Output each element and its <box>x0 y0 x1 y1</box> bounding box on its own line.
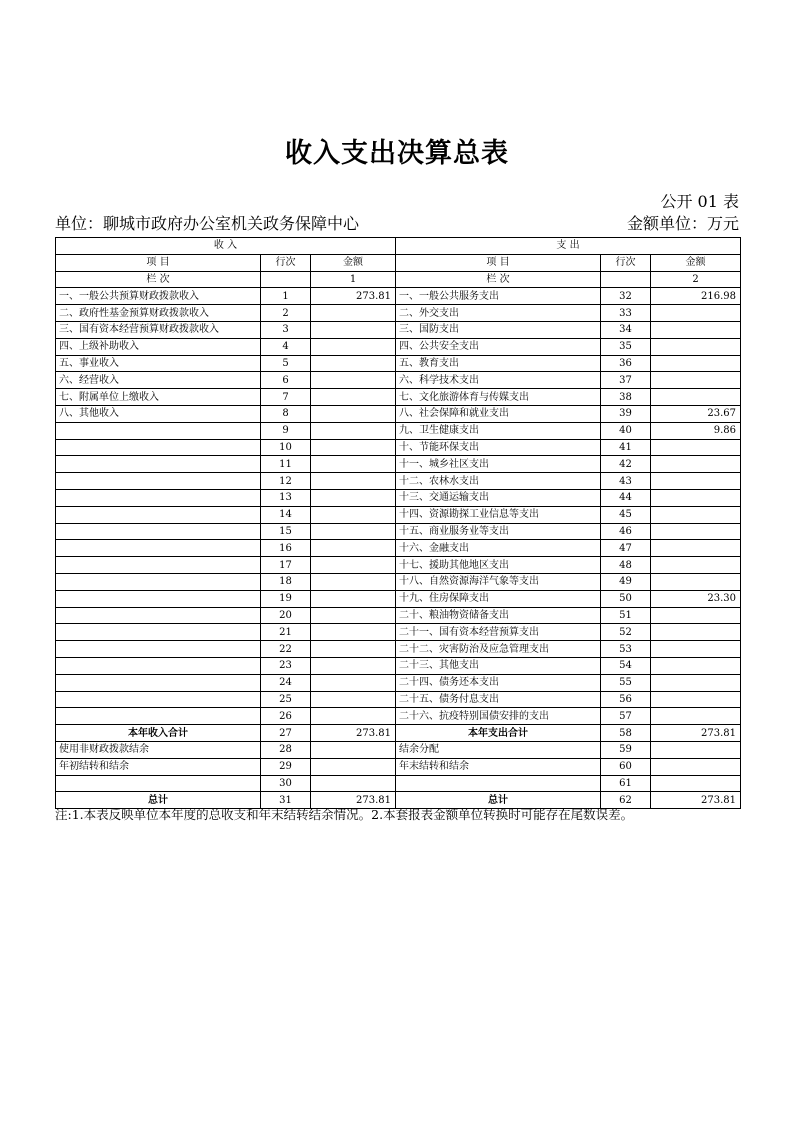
table-row <box>56 422 741 439</box>
income-item-cell <box>56 473 261 490</box>
income-amount-cell <box>311 557 396 574</box>
income-amount-cell <box>311 573 396 590</box>
expense-line-cell: 56 <box>601 691 651 708</box>
income-line-cell: 13 <box>261 489 311 506</box>
income-item-cell: 六、经营收入 <box>56 372 261 389</box>
expense-line-cell: 47 <box>601 540 651 557</box>
income-item-cell: 三、国有资本经营预算财政拨款收入 <box>56 321 261 338</box>
income-amount-cell <box>311 473 396 490</box>
expense-item-cell: 一、一般公共服务支出 <box>396 288 601 305</box>
income-item-cell <box>56 691 261 708</box>
income-line-cell: 2 <box>261 305 311 322</box>
income-amount-cell <box>311 708 396 725</box>
table-row <box>56 389 741 406</box>
expense-item-cell: 五、教育支出 <box>396 355 601 372</box>
table-row <box>56 338 741 355</box>
form-code: 公开 01 表 <box>660 192 739 211</box>
expense-item-cell: 六、科学技术支出 <box>396 372 601 389</box>
empty-cell <box>261 271 311 288</box>
income-line-cell: 12 <box>261 473 311 490</box>
expense-line-header: 行次 <box>601 254 651 271</box>
income-item-cell: 八、其他收入 <box>56 405 261 422</box>
table-row <box>56 741 741 758</box>
income-amount-cell <box>311 691 396 708</box>
income-line-cell: 7 <box>261 389 311 406</box>
expense-item-cell: 八、社会保障和就业支出 <box>396 405 601 422</box>
table-row <box>56 573 741 590</box>
income-line-cell: 18 <box>261 573 311 590</box>
table-row <box>56 557 741 574</box>
expense-item-cell <box>396 775 601 792</box>
income-line-cell: 1 <box>261 288 311 305</box>
income-item-cell: 本年收入合计 <box>56 725 261 742</box>
expense-item-cell: 本年支出合计 <box>396 725 601 742</box>
page-title: 收入支出决算总表 <box>285 138 509 169</box>
expense-line-cell: 39 <box>601 405 651 422</box>
income-item-cell: 二、政府性基金预算财政拨款收入 <box>56 305 261 322</box>
expense-item-cell: 十九、住房保障支出 <box>396 590 601 607</box>
income-item-cell <box>56 506 261 523</box>
expense-item-cell: 二十六、抗疫特别国债安排的支出 <box>396 708 601 725</box>
income-amount-cell <box>311 523 396 540</box>
expense-line-cell: 49 <box>601 573 651 590</box>
expense-line-cell: 50 <box>601 590 651 607</box>
income-line-cell: 24 <box>261 674 311 691</box>
expense-amount-cell <box>651 775 741 792</box>
expense-item-cell: 二、外交支出 <box>396 305 601 322</box>
expense-item-cell: 二十四、债务还本支出 <box>396 674 601 691</box>
income-line-cell: 17 <box>261 557 311 574</box>
expense-amount-cell <box>651 523 741 540</box>
table-row <box>56 355 741 372</box>
expense-line-cell: 55 <box>601 674 651 691</box>
expense-amount-cell <box>651 741 741 758</box>
income-line-cell: 28 <box>261 741 311 758</box>
expense-amount-cell <box>651 389 741 406</box>
income-amount-cell <box>311 372 396 389</box>
expense-line-cell: 54 <box>601 657 651 674</box>
income-line-cell: 9 <box>261 422 311 439</box>
expense-amount-cell <box>651 557 741 574</box>
expense-amount-cell <box>651 674 741 691</box>
expense-item-cell: 十三、交通运输支出 <box>396 489 601 506</box>
income-amount-cell <box>311 624 396 641</box>
expense-line-cell: 38 <box>601 389 651 406</box>
income-line-cell: 29 <box>261 758 311 775</box>
expense-line-cell: 33 <box>601 305 651 322</box>
income-amount-header: 金额 <box>311 254 396 271</box>
expense-amount-cell <box>651 641 741 658</box>
expense-amount-cell: 23.67 <box>651 405 741 422</box>
table-row <box>56 489 741 506</box>
income-amount-cell <box>311 607 396 624</box>
income-line-cell: 8 <box>261 405 311 422</box>
income-line-cell: 4 <box>261 338 311 355</box>
subtotal-row <box>56 725 741 742</box>
income-amount-cell: 273.81 <box>311 792 396 809</box>
income-line-cell: 19 <box>261 590 311 607</box>
expense-amount-cell <box>651 473 741 490</box>
empty-cell <box>601 271 651 288</box>
table-row <box>56 540 741 557</box>
income-item-cell: 总计 <box>56 792 261 809</box>
expense-line-cell: 46 <box>601 523 651 540</box>
income-item-cell <box>56 674 261 691</box>
income-amount-cell <box>311 389 396 406</box>
income-item-cell <box>56 775 261 792</box>
table-row <box>56 758 741 775</box>
expense-item-cell: 十五、商业服务业等支出 <box>396 523 601 540</box>
expense-item-cell: 结余分配 <box>396 741 601 758</box>
table-row <box>56 657 741 674</box>
table-row <box>56 506 741 523</box>
income-line-cell: 3 <box>261 321 311 338</box>
income-item-cell <box>56 708 261 725</box>
expense-line-cell: 62 <box>601 792 651 809</box>
income-amount-cell <box>311 775 396 792</box>
income-line-cell: 22 <box>261 641 311 658</box>
income-line-cell: 16 <box>261 540 311 557</box>
income-item-cell <box>56 557 261 574</box>
income-amount-cell <box>311 741 396 758</box>
section-header-row <box>56 238 741 255</box>
income-amount-cell <box>311 422 396 439</box>
income-column-number: 1 <box>311 271 396 288</box>
income-item-cell <box>56 657 261 674</box>
table-row <box>56 305 741 322</box>
income-item-cell <box>56 573 261 590</box>
income-amount-cell <box>311 674 396 691</box>
expense-line-cell: 53 <box>601 641 651 658</box>
income-line-cell: 6 <box>261 372 311 389</box>
income-amount-cell: 273.81 <box>311 725 396 742</box>
income-line-cell: 14 <box>261 506 311 523</box>
expense-section-header: 支 出 <box>396 238 741 255</box>
income-lanci-label: 栏 次 <box>56 271 261 288</box>
expense-item-cell: 九、卫生健康支出 <box>396 422 601 439</box>
expense-item-cell: 十、节能环保支出 <box>396 439 601 456</box>
expense-item-cell: 总计 <box>396 792 601 809</box>
expense-line-cell: 36 <box>601 355 651 372</box>
report-table <box>55 237 741 809</box>
income-line-cell: 26 <box>261 708 311 725</box>
expense-amount-cell <box>651 489 741 506</box>
amount-unit-label: 金额单位：万元 <box>626 214 739 233</box>
expense-amount-cell <box>651 372 741 389</box>
expense-amount-cell: 23.30 <box>651 590 741 607</box>
income-item-cell <box>56 624 261 641</box>
expense-item-cell: 十四、资源勘探工业信息等支出 <box>396 506 601 523</box>
table-row <box>56 590 741 607</box>
expense-line-cell: 59 <box>601 741 651 758</box>
income-amount-cell <box>311 338 396 355</box>
table-row <box>56 641 741 658</box>
expense-line-cell: 44 <box>601 489 651 506</box>
income-amount-cell <box>311 540 396 557</box>
table-row <box>56 624 741 641</box>
expense-line-cell: 42 <box>601 456 651 473</box>
income-item-cell: 一、一般公共预算财政拨款收入 <box>56 288 261 305</box>
expense-item-cell: 十八、自然资源海洋气象等支出 <box>396 573 601 590</box>
expense-line-cell: 60 <box>601 758 651 775</box>
income-line-cell: 21 <box>261 624 311 641</box>
income-amount-cell <box>311 355 396 372</box>
income-line-cell: 20 <box>261 607 311 624</box>
expense-line-cell: 48 <box>601 557 651 574</box>
income-amount-cell <box>311 657 396 674</box>
income-amount-cell <box>311 439 396 456</box>
expense-item-cell: 十一、城乡社区支出 <box>396 456 601 473</box>
income-line-cell: 25 <box>261 691 311 708</box>
footnote: 注:1.本表反映单位本年度的总收支和年末结转结余情况。2.本套报表金额单位转换时可能存在尾数误差。 <box>55 807 634 822</box>
income-item-cell: 四、上级补助收入 <box>56 338 261 355</box>
expense-amount-cell: 273.81 <box>651 792 741 809</box>
income-line-cell: 15 <box>261 523 311 540</box>
income-item-cell <box>56 439 261 456</box>
table-row <box>56 708 741 725</box>
table-row <box>56 439 741 456</box>
income-amount-cell <box>311 456 396 473</box>
expense-line-cell: 58 <box>601 725 651 742</box>
expense-line-cell: 45 <box>601 506 651 523</box>
income-item-cell <box>56 590 261 607</box>
table-row <box>56 372 741 389</box>
table-row <box>56 674 741 691</box>
income-amount-cell <box>311 590 396 607</box>
expense-amount-cell <box>651 506 741 523</box>
expense-line-cell: 43 <box>601 473 651 490</box>
expense-lanci-label: 栏 次 <box>396 271 601 288</box>
table-row <box>56 775 741 792</box>
income-amount-cell <box>311 641 396 658</box>
table-row <box>56 456 741 473</box>
expense-amount-cell: 216.98 <box>651 288 741 305</box>
income-item-cell <box>56 523 261 540</box>
income-item-cell <box>56 422 261 439</box>
expense-item-cell: 二十二、灾害防治及应急管理支出 <box>396 641 601 658</box>
column-number-row <box>56 271 741 288</box>
income-line-cell: 27 <box>261 725 311 742</box>
income-item-cell <box>56 641 261 658</box>
table-row <box>56 523 741 540</box>
income-amount-cell <box>311 321 396 338</box>
expense-item-cell: 二十、粮油物资储备支出 <box>396 607 601 624</box>
expense-line-cell: 34 <box>601 321 651 338</box>
expense-line-cell: 37 <box>601 372 651 389</box>
expense-amount-cell <box>651 758 741 775</box>
table-row <box>56 607 741 624</box>
expense-amount-cell <box>651 338 741 355</box>
expense-amount-cell <box>651 305 741 322</box>
income-item-cell <box>56 607 261 624</box>
table-row <box>56 405 741 422</box>
income-line-cell: 11 <box>261 456 311 473</box>
expense-amount-header: 金额 <box>651 254 741 271</box>
unit-label: 单位：聊城市政府办公室机关政务保障中心 <box>55 214 360 233</box>
expense-item-cell: 年末结转和结余 <box>396 758 601 775</box>
expense-line-cell: 51 <box>601 607 651 624</box>
expense-amount-cell <box>651 439 741 456</box>
column-header-row <box>56 254 741 271</box>
income-item-cell: 五、事业收入 <box>56 355 261 372</box>
income-amount-cell <box>311 758 396 775</box>
expense-amount-cell <box>651 657 741 674</box>
expense-line-cell: 52 <box>601 624 651 641</box>
expense-line-cell: 57 <box>601 708 651 725</box>
income-amount-cell <box>311 305 396 322</box>
expense-column-number: 2 <box>651 271 741 288</box>
expense-amount-cell <box>651 573 741 590</box>
table-row <box>56 691 741 708</box>
expense-item-cell: 十二、农林水支出 <box>396 473 601 490</box>
income-item-cell <box>56 489 261 506</box>
expense-line-cell: 35 <box>601 338 651 355</box>
income-line-cell: 23 <box>261 657 311 674</box>
expense-amount-cell: 9.86 <box>651 422 741 439</box>
expense-item-cell: 二十三、其他支出 <box>396 657 601 674</box>
report-table-body <box>56 238 741 809</box>
expense-amount-cell <box>651 607 741 624</box>
expense-amount-cell <box>651 355 741 372</box>
expense-amount-cell <box>651 691 741 708</box>
income-item-cell <box>56 540 261 557</box>
expense-line-cell: 61 <box>601 775 651 792</box>
expense-amount-cell <box>651 624 741 641</box>
table-row <box>56 473 741 490</box>
income-line-header: 行次 <box>261 254 311 271</box>
income-line-cell: 30 <box>261 775 311 792</box>
expense-item-cell: 三、国防支出 <box>396 321 601 338</box>
expense-item-cell: 二十一、国有资本经营预算支出 <box>396 624 601 641</box>
expense-item-cell: 四、公共安全支出 <box>396 338 601 355</box>
table-row <box>56 321 741 338</box>
expense-item-cell: 十六、金融支出 <box>396 540 601 557</box>
income-line-cell: 31 <box>261 792 311 809</box>
expense-amount-cell: 273.81 <box>651 725 741 742</box>
income-item-cell <box>56 456 261 473</box>
income-amount-cell: 273.81 <box>311 288 396 305</box>
expense-item-header: 项 目 <box>396 254 601 271</box>
expense-line-cell: 41 <box>601 439 651 456</box>
table-row <box>56 288 741 305</box>
income-amount-cell <box>311 405 396 422</box>
income-item-cell: 七、附属单位上缴收入 <box>56 389 261 406</box>
expense-amount-cell <box>651 456 741 473</box>
expense-line-cell: 32 <box>601 288 651 305</box>
income-line-cell: 5 <box>261 355 311 372</box>
expense-amount-cell <box>651 540 741 557</box>
income-line-cell: 10 <box>261 439 311 456</box>
income-item-cell: 使用非财政拨款结余 <box>56 741 261 758</box>
expense-amount-cell <box>651 708 741 725</box>
income-section-header: 收 入 <box>56 238 396 255</box>
income-amount-cell <box>311 489 396 506</box>
expense-item-cell: 二十五、债务付息支出 <box>396 691 601 708</box>
expense-item-cell: 七、文化旅游体育与传媒支出 <box>396 389 601 406</box>
expense-line-cell: 40 <box>601 422 651 439</box>
income-item-cell: 年初结转和结余 <box>56 758 261 775</box>
income-item-header: 项 目 <box>56 254 261 271</box>
expense-amount-cell <box>651 321 741 338</box>
expense-item-cell: 十七、援助其他地区支出 <box>396 557 601 574</box>
income-amount-cell <box>311 506 396 523</box>
